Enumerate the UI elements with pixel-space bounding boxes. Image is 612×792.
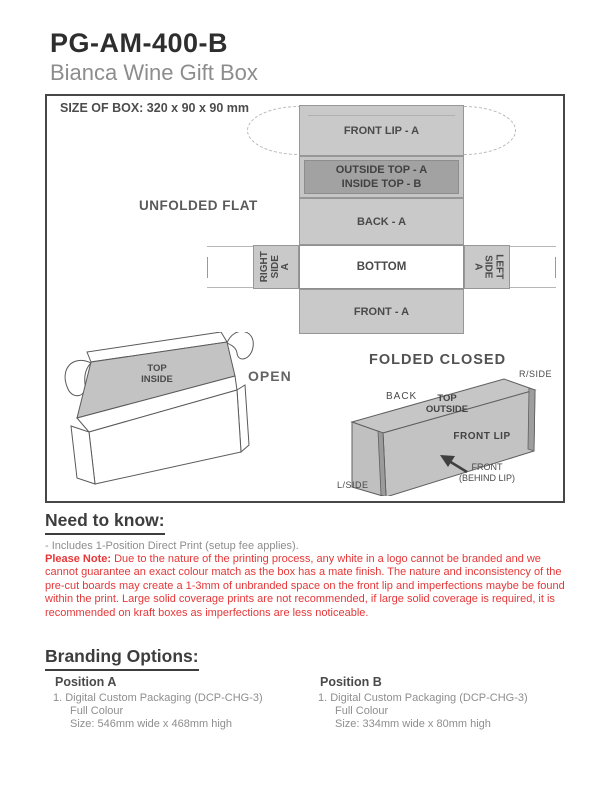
rside-label: R/SIDE [519,369,553,379]
front-lip-face-label: FRONT LIP [453,431,511,442]
position-b-line3: Size: 334mm wide x 80mm high [335,718,491,730]
page-title: PG-AM-400-B [50,28,229,58]
position-a-line1: 1. Digital Custom Packaging (DCP-CHG-3) [53,692,263,704]
position-b-line2: Full Colour [335,705,389,717]
panel-outside-top [299,156,464,198]
please-note-text: Due to the nature of the printing process, any white in a logo cannot be branded and we cannot guarantee an exact colour match as the box has a mate finish. The nature and inconsistency of the pre-cut boards may create a 1-3mm of unbranded space on the front lip and imperfections maybe be found within the print. Large solid coverage prints are not recommended, if large solid coverage is required, it is recommended on kraft boxes as imperfections are less noticeable. [45,553,565,619]
branding-options-heading: Branding Options: [45,646,199,671]
outside-top-label: OUTSIDE TOP - A [335,164,428,176]
front-lip-fold-line [308,115,455,116]
position-a-title: Position A [55,675,117,689]
panel-front-lip [299,105,464,156]
panel-bottom [299,245,464,289]
position-b-block [318,675,578,731]
panel-right-side [253,245,299,289]
panel-front-label: FRONT - A [353,305,410,318]
folded-right-edge-band [528,388,535,451]
diagram-frame [45,94,565,503]
inside-top-label: INSIDE TOP - B [341,178,422,190]
lid-flap-right [227,332,253,359]
glue-strip-right [510,246,556,288]
back-label: BACK [386,391,418,402]
position-b-line1: 1. Digital Custom Packaging (DCP-CHG-3) [318,692,528,704]
position-a-block [53,675,313,731]
need-to-know-heading: Need to know: [45,510,165,535]
panel-bottom-label: BOTTOM [356,261,407,273]
includes-line: - Includes 1-Position Direct Print (setup fee applies). [45,540,299,552]
panel-left-side [464,245,510,289]
please-note-label: Please Note: [45,553,112,565]
branding-options-section [45,646,199,671]
open-label: OPEN [248,368,292,384]
top-outside-label: TOP OUTSIDE [425,393,469,415]
panel-front-lip-label: FRONT LIP - A [343,124,420,137]
unfolded-flat-label: UNFOLDED FLAT [139,198,258,213]
need-to-know-section [45,510,165,535]
panel-front [299,289,464,334]
open-box-drawing [57,332,309,494]
top-inside-label: TOP INSIDE [141,363,173,385]
glue-strip-right-tick [555,257,556,278]
please-note-paragraph [45,553,569,620]
lside-label: L/SIDE [337,480,369,490]
panel-right-side-label: RIGHT SIDE A [259,251,292,283]
page-subtitle: Bianca Wine Gift Box [50,60,258,85]
position-b-title: Position B [320,675,382,689]
panel-left-side-label: LEFT SIDE A [471,254,504,280]
glue-strip-left [207,246,253,288]
folded-closed-label: FOLDED CLOSED [369,352,507,368]
panel-outside-top-inner [304,160,459,194]
size-of-box-label: SIZE OF BOX: 320 x 90 x 90 mm [60,101,249,115]
position-a-line2: Full Colour [70,705,124,717]
front-behind-lip-label: FRONT (BEHIND LIP) [458,462,515,483]
panel-back-label: BACK - A [356,215,407,228]
glue-strip-left-tick [207,257,208,278]
position-a-line3: Size: 546mm wide x 468mm high [70,718,233,730]
panel-back [299,198,464,245]
